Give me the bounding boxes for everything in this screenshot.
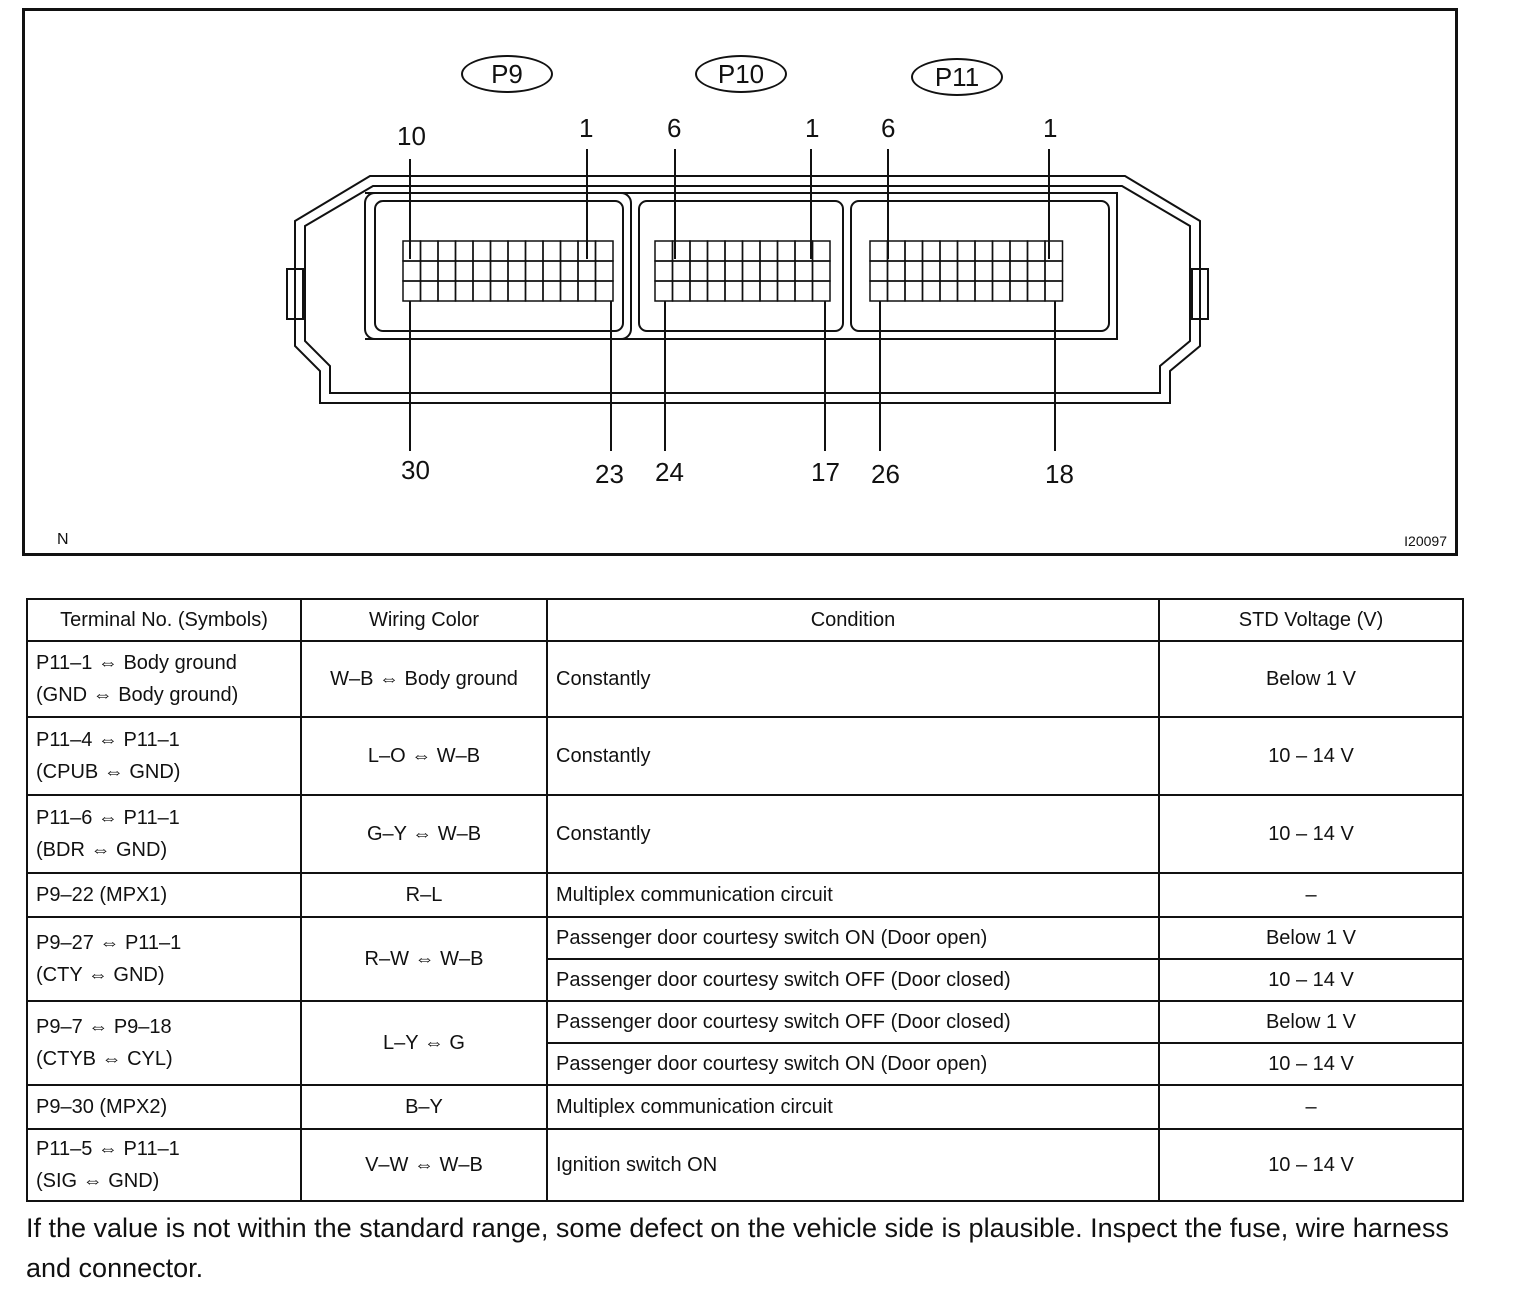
pin-cell — [905, 281, 923, 301]
connector-label-p10: P10 — [695, 55, 787, 93]
pin-grids — [403, 241, 1063, 301]
pin-cell — [813, 241, 831, 261]
pin-cell — [975, 281, 993, 301]
table-row — [27, 1001, 1463, 1043]
pin-cell — [1010, 261, 1028, 281]
condition-cell: Passenger door courtesy switch ON (Door open) — [547, 1043, 1159, 1085]
terminal-cell: P11–6 ⇔ P11–1 (BDR ⇔ GND) — [27, 795, 301, 873]
table-row — [27, 717, 1463, 795]
pin-cell — [940, 281, 958, 301]
pin-cell — [596, 261, 614, 281]
wiring-color-cell: L–O ⇔ W–B — [301, 717, 547, 795]
pin-cell — [795, 241, 813, 261]
wiring-color-cell: V–W ⇔ W–B — [301, 1129, 547, 1201]
pin-cell — [993, 261, 1011, 281]
column-header: Condition — [547, 599, 1159, 641]
pin-cell — [403, 241, 421, 261]
pin-label: 24 — [655, 457, 684, 487]
table-row — [27, 873, 1463, 917]
pin-cell — [725, 261, 743, 281]
pin-label: 17 — [811, 457, 840, 487]
pin-cell — [993, 241, 1011, 261]
pin-label: 1 — [805, 113, 820, 143]
pin-cell — [673, 261, 691, 281]
pin-cell — [596, 241, 614, 261]
pin-cell — [905, 241, 923, 261]
pin-cell — [578, 261, 596, 281]
pin-cell — [743, 281, 761, 301]
inspection-note: If the value is not within the standard range, some defect on the vehicle side is plausible. Inspect the fuse, wire harness and connector. — [26, 1213, 1449, 1283]
pin-label: 1 — [1043, 113, 1058, 143]
column-header: Terminal No. (Symbols) — [27, 599, 301, 641]
pin-cell — [923, 241, 941, 261]
pin-cell — [958, 241, 976, 261]
pin-cell — [1028, 261, 1046, 281]
pin-cell — [473, 261, 491, 281]
pin-cell — [491, 261, 509, 281]
pin-cell — [473, 241, 491, 261]
pin-cell — [596, 281, 614, 301]
condition-cell: Multiplex communication circuit — [547, 873, 1159, 917]
condition-cell: Passenger door courtesy switch OFF (Door closed) — [547, 959, 1159, 1001]
pin-cell — [526, 241, 544, 261]
pin-cell — [1028, 241, 1046, 261]
pin-cell — [1010, 281, 1028, 301]
pin-cell — [778, 281, 796, 301]
wiring-color-cell: B–Y — [301, 1085, 547, 1129]
pin-cell — [690, 281, 708, 301]
pin-cell — [561, 261, 579, 281]
pin-cell — [725, 281, 743, 301]
pin-cell — [508, 261, 526, 281]
table-row — [27, 917, 1463, 959]
pin-cell — [526, 281, 544, 301]
pin-label: 26 — [871, 459, 900, 489]
pin-cell — [508, 241, 526, 261]
connector-label-p11: P11 — [911, 58, 1003, 96]
table-row — [27, 1129, 1463, 1201]
pin-cell — [526, 261, 544, 281]
pin-cell — [888, 241, 906, 261]
terminal-cell: P11–5 ⇔ P11–1 (SIG ⇔ GND) — [27, 1129, 301, 1201]
terminal-cell: P9–22 (MPX1) — [27, 873, 301, 917]
pin-cell — [655, 261, 673, 281]
pin-cell — [993, 281, 1011, 301]
voltage-cell: 10 – 14 V — [1159, 717, 1463, 795]
pin-cell — [743, 261, 761, 281]
pin-cell — [708, 241, 726, 261]
pin-cell — [940, 261, 958, 281]
condition-cell: Constantly — [547, 795, 1159, 873]
pin-cell — [708, 261, 726, 281]
voltage-cell: Below 1 V — [1159, 917, 1463, 959]
wiring-color-cell: L–Y ⇔ G — [301, 1001, 547, 1085]
figure-corner-left: N — [57, 531, 69, 548]
voltage-cell: – — [1159, 1085, 1463, 1129]
pin-cell — [561, 281, 579, 301]
condition-cell: Passenger door courtesy switch OFF (Door closed) — [547, 1001, 1159, 1043]
condition-cell: Constantly — [547, 717, 1159, 795]
condition-cell: Multiplex communication circuit — [547, 1085, 1159, 1129]
wiring-color-cell: R–L — [301, 873, 547, 917]
pin-cell — [421, 261, 439, 281]
figure-id: I20097 — [1404, 533, 1447, 549]
pin-cell — [473, 281, 491, 301]
pin-cell — [870, 281, 888, 301]
column-header: Wiring Color — [301, 599, 547, 641]
voltage-cell: 10 – 14 V — [1159, 959, 1463, 1001]
pin-cell — [403, 261, 421, 281]
terminal-cell: P9–30 (MPX2) — [27, 1085, 301, 1129]
voltage-cell: 10 – 14 V — [1159, 1043, 1463, 1085]
pin-cell — [813, 261, 831, 281]
pin-cell — [421, 281, 439, 301]
pin-cell — [438, 281, 456, 301]
pin-cell — [708, 281, 726, 301]
pin-label: 6 — [881, 113, 896, 143]
wiring-color-cell: W–B ⇔ Body ground — [301, 641, 547, 717]
pin-cell — [958, 281, 976, 301]
pin-cell — [725, 241, 743, 261]
pin-label: 1 — [579, 113, 594, 143]
pin-cell — [760, 281, 778, 301]
voltage-cell: 10 – 14 V — [1159, 1129, 1463, 1201]
table-header-row — [27, 599, 1463, 641]
voltage-cell: Below 1 V — [1159, 641, 1463, 717]
pin-cell — [456, 261, 474, 281]
condition-cell: Ignition switch ON — [547, 1129, 1159, 1201]
pin-cell — [905, 261, 923, 281]
pin-cell — [888, 261, 906, 281]
terminal-cell: P11–4 ⇔ P11–1 (CPUB ⇔ GND) — [27, 717, 301, 795]
wiring-color-cell: R–W ⇔ W–B — [301, 917, 547, 1001]
pin-cell — [760, 241, 778, 261]
pin-label: 18 — [1045, 459, 1074, 489]
table-row — [27, 1085, 1463, 1129]
pin-cell — [1045, 261, 1063, 281]
pin-cell — [543, 281, 561, 301]
pin-cell — [673, 281, 691, 301]
pin-cell — [690, 241, 708, 261]
terminal-cell: P11–1 ⇔ Body ground (GND ⇔ Body ground) — [27, 641, 301, 717]
table-row — [27, 641, 1463, 717]
terminal-cell: P9–7 ⇔ P9–18 (CTYB ⇔ CYL) — [27, 1001, 301, 1085]
pin-cell — [491, 241, 509, 261]
pin-cell — [813, 281, 831, 301]
column-header: STD Voltage (V) — [1159, 599, 1463, 641]
voltage-cell: Below 1 V — [1159, 1001, 1463, 1043]
pin-cell — [888, 281, 906, 301]
pin-cell — [655, 281, 673, 301]
pin-cell — [958, 261, 976, 281]
pin-cell — [870, 241, 888, 261]
pin-cell — [870, 261, 888, 281]
voltage-cell: 10 – 14 V — [1159, 795, 1463, 873]
pin-cell — [438, 261, 456, 281]
pin-cell — [778, 261, 796, 281]
terminal-spec-table — [26, 598, 1464, 1202]
pin-cell — [421, 241, 439, 261]
pin-cell — [795, 261, 813, 281]
pin-cell — [1010, 241, 1028, 261]
pin-cell — [456, 281, 474, 301]
pin-cell — [743, 241, 761, 261]
pin-cell — [1045, 241, 1063, 261]
pin-cell — [690, 261, 708, 281]
table-row — [27, 795, 1463, 873]
pin-cell — [655, 241, 673, 261]
pin-cell — [561, 241, 579, 261]
pin-cell — [438, 241, 456, 261]
pin-cell — [975, 241, 993, 261]
pin-cell — [578, 281, 596, 301]
pin-label: 30 — [401, 455, 430, 485]
pin-cell — [940, 241, 958, 261]
condition-cell: Constantly — [547, 641, 1159, 717]
condition-cell: Passenger door courtesy switch ON (Door open) — [547, 917, 1159, 959]
pin-cell — [795, 281, 813, 301]
pin-label: 23 — [595, 459, 624, 489]
pin-cell — [456, 241, 474, 261]
pin-cell — [975, 261, 993, 281]
pin-label: 6 — [667, 113, 682, 143]
wiring-color-cell: G–Y ⇔ W–B — [301, 795, 547, 873]
pin-cell — [403, 281, 421, 301]
connector-figure — [22, 8, 1458, 556]
pin-cell — [491, 281, 509, 301]
pin-label: 10 — [397, 121, 426, 151]
pin-cell — [760, 261, 778, 281]
pin-cell — [1045, 281, 1063, 301]
pin-cell — [923, 261, 941, 281]
voltage-cell: – — [1159, 873, 1463, 917]
connector-label-p9: P9 — [461, 55, 553, 93]
pin-cell — [1028, 281, 1046, 301]
pin-cell — [543, 241, 561, 261]
pin-cell — [923, 281, 941, 301]
pin-cell — [778, 241, 796, 261]
pin-cell — [543, 261, 561, 281]
pin-cell — [508, 281, 526, 301]
terminal-cell: P9–27 ⇔ P11–1 (CTY ⇔ GND) — [27, 917, 301, 1001]
